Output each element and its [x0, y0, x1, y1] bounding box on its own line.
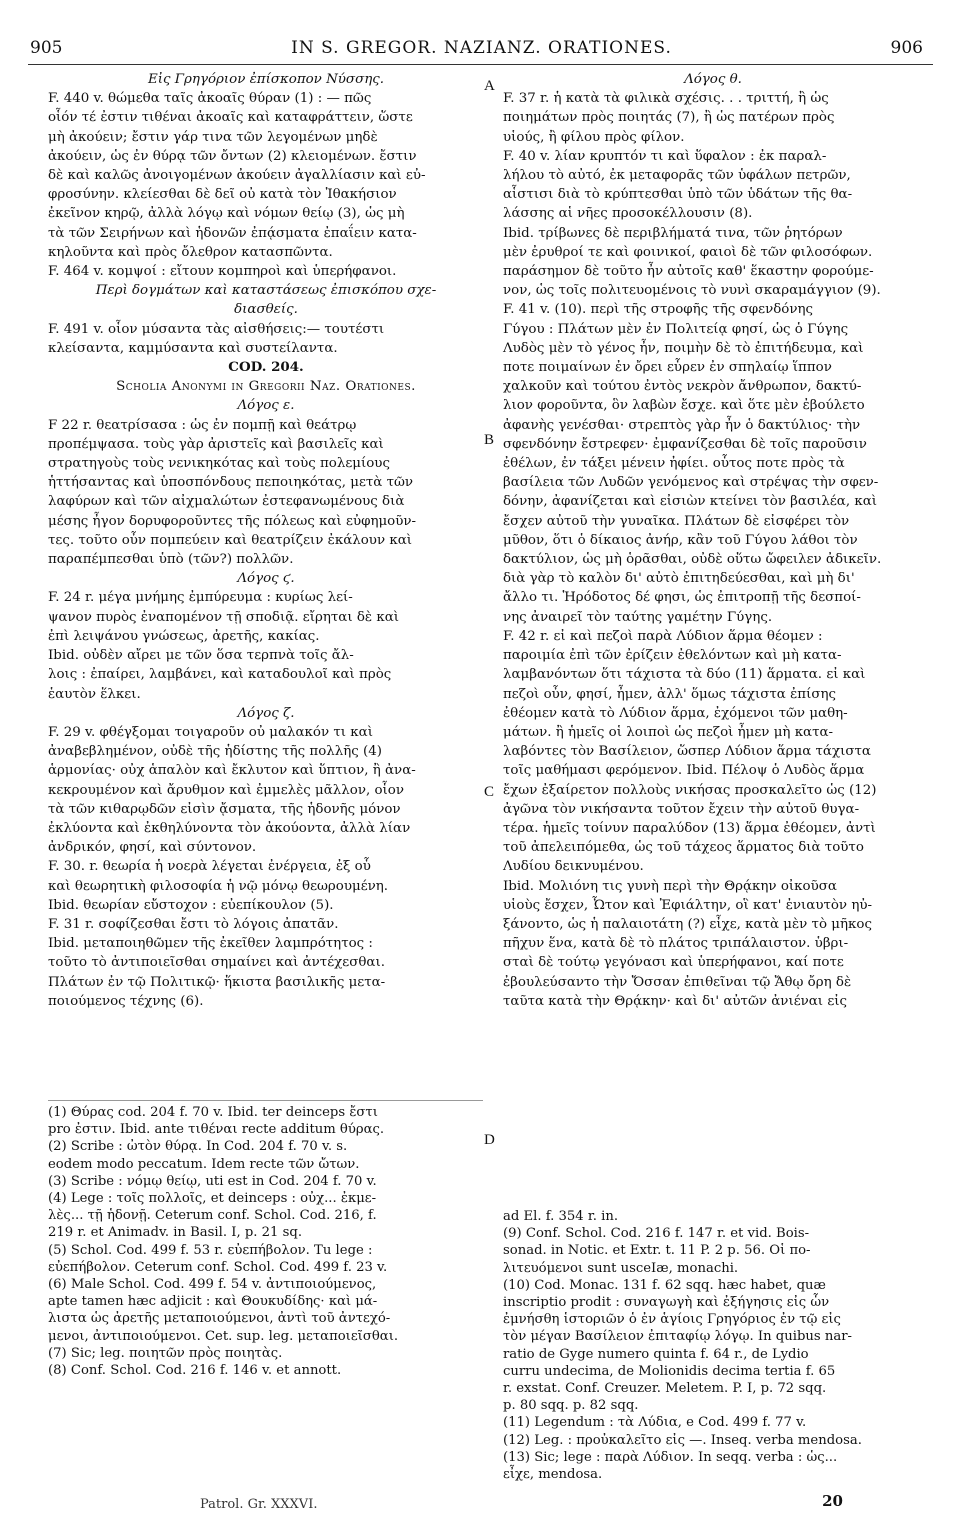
text-line: τοῖς μαθήμασι φερόμενον. Ibid. Πέλοψ ὁ Λυδὸς ἅρμα: [503, 763, 865, 779]
footnote-line: (10) Cod. Monac. 131 f. 62 sqq. hæc habet, quæ: [503, 1277, 826, 1293]
text-line: F. 30. r. θεωρία ἡ νοερὰ λέγεται ἐνέργεια, ἐξ οὗ: [48, 859, 371, 875]
text-line: ἔσχεν αὐτοῦ τὴν γυναῖκα. Πλάτων δὲ εἰσφέρει τὸν: [503, 513, 850, 529]
right-footnotes: [503, 1208, 923, 1483]
text-line: ἡττήσαντας καὶ ὑποσπόνδους πεποιηκότας, μετὰ τῶν: [48, 475, 414, 491]
footnote-line: 219 r. et Animadv. in Basil. I, p. 21 sq.: [48, 1225, 303, 1241]
footnote-line: (3) Scribe : νόμῳ θείῳ, uti est in Cod. 204 f. 70 v.: [48, 1173, 377, 1189]
text-line: λιον φοροῦντα, ὃν λαβὼν ἔσχε. καὶ ὅτε μὲν ἐβούλετο: [503, 398, 865, 414]
text-line: Ibid. οὐδὲν αἴρει με τῶν ὅσα τερπνὰ τοῖς ἄλ-: [48, 648, 354, 664]
text-line: κλείσαντα, καμμύσαντα καὶ συστείλαντα.: [48, 340, 338, 356]
text-line: F. 37 r. ἡ κατὰ τὰ φιλικὰ σχέσις. . . τριττή, ἢ ὡς: [503, 91, 829, 107]
text-line: υἱούς, ἢ φίλου πρὸς φίλον.: [503, 129, 685, 145]
text-line: δὲ καὶ καλῶς ἀνοιγομένων ἀκούειν ἀγαλλίασιν καὶ εὐ-: [48, 168, 426, 184]
text-line: Λόγος ε.: [237, 398, 295, 414]
text-line: ἐκλύοντα καὶ ἐκθηλύνοντα τὸν ἀκούοντα, ἀλλὰ λίαν: [48, 820, 411, 836]
text-line: σταὶ δὲ τούτῳ γεγόνασι καὶ ὑπερήφανοι, καί ποτε: [503, 955, 844, 971]
text-line: ἀνδρικόν, φησί, καὶ σύντονον.: [48, 840, 257, 856]
text-line: ἐκεῖνον κηρῷ, ἀλλὰ λόγῳ καὶ νόμων θείῳ (3), ὡς μὴ: [48, 206, 405, 222]
text-line: Λόγος θ.: [684, 72, 742, 87]
text-line: ἔχων ἐξαίρετον πολλοὺς νικήσας προσκαλεῖτο ὡς (12): [503, 782, 877, 798]
footnote-line: eodem modo peccatum. Idem recte τῶν ὤτων.: [48, 1156, 360, 1172]
footnote-line: μενοι, ἀντιποιούμενοι. Cet. sup. leg. μεταποιεῖσθαι.: [48, 1328, 399, 1344]
footnote-line: (2) Scribe : ὠτὸν θύρᾳ. In Cod. 204 f. 70 v. s.: [48, 1139, 348, 1155]
footnote-line: τὸν μέγαν Βασίλειον ἐπιταφίῳ λόγῳ. In quibus nar-: [503, 1329, 852, 1345]
footnote-line: (4) Lege : τοῖς πολλοῖς, et deinceps : οὐχ... ἐκμε-: [48, 1191, 377, 1207]
text-line: δακτύλιον, ὡς μὴ ὁρᾶσθαι, οὐδὲ οὕτω ὤφειλεν ἀδικεῖν.: [503, 552, 882, 568]
text-line: τὰ τῶν κιθαρῳδῶν εἰσὶν ᾄσματα, τῆς ἡδονῆς μόνον: [48, 801, 401, 817]
text-line: τοῦτο τὸ ἀντιποιεῖσθαι σημαίνει καὶ ἀντέχεσθαι.: [48, 955, 385, 971]
running-title: IN S. GREGOR. NAZIANZ. ORATIONES.: [291, 38, 672, 58]
text-line: νον, ὡς τοῖς πολιτευομένοις τὸ νυνὶ σκαραμάγγιον (9).: [503, 283, 881, 299]
footnote-line: (5) Schol. Cod. 499 f. 53 r. εὐεπήβολον. Tu lege :: [48, 1242, 373, 1258]
footer-note: Patrol. Gr. XXXVI.: [200, 1497, 318, 1512]
text-line: χαλκοῦν καὶ τούτου ἐντὸς νεκρὸν ἄνθρωπον, δακτύ-: [503, 379, 862, 395]
text-line: λαμβανόντων ὅτι τάχιστα τὰ δύο (11) ἅρματα. εἰ καὶ: [503, 667, 866, 683]
text-line: προπέμψασα. τοὺς γὰρ ἀριστεῖς καὶ βασιλεῖς καὶ: [48, 436, 384, 452]
text-line: παράσημον δὲ τοῦτο ἦν αὐτοῖς καθ' ἕκαστην φορούμε-: [503, 264, 874, 280]
text-line: Ibid. τρίβωνες δὲ περιβλήματά τινα, τῶν ῥητόρων: [503, 225, 843, 241]
text-line: πεζοὶ οὖν, φησί, ἦμεν, ἀλλ' ὅμως τάχιστα ἐπίσης: [503, 686, 836, 702]
footnote-line: εἶχε, mendosa.: [503, 1467, 603, 1483]
text-line: οἷόν τέ ἐστιν τιθέναι ἀκοαῖς καὶ καταφράττειν, ὥστε: [48, 110, 413, 126]
text-line: ἀκούειν, ὡς ἐν θύρᾳ τῶν ὄντων (2) κλειομένων. ἔστιν: [48, 148, 417, 164]
text-line: ἀγῶνα τὸν νικήσαντα τοῦτον ἔχειν τὴν αὐτοῦ θυγα-: [503, 801, 860, 817]
text-line: λήλου τὸ αὐτό, ἐκ μεταφορᾶς τῶν ὑφάλων πετρῶν,: [503, 168, 851, 184]
footnote-line: ἐμνήσθη ἱστοριῶν ὁ ἐν ἁγίοις Γρηγόριος ἐν τῷ εἰς: [503, 1312, 841, 1328]
text-line: τὰ τῶν Σειρήνων καὶ ἡδονῶν ἐπᾴσματα ἐπαΐειν κατα-: [48, 225, 417, 241]
footnote-line: (6) Male Schol. Cod. 499 f. 54 v. ἀντιποιούμενος,: [48, 1277, 377, 1293]
footnote-line: (9) Conf. Schol. Cod. 216 f. 147 r. et vid. Bois-: [503, 1226, 810, 1242]
text-line: Γύγου : Πλάτων μὲν ἐν Πολιτείᾳ φησί, ὡς ὁ Γύγης: [503, 321, 849, 337]
text-line: ἐβουλεύσαντο τὴν Ὄσσαν ἐπιθεῖναι τῷ Ἄθῳ ὄρη δὲ: [503, 974, 852, 990]
page-number-left: 905: [30, 38, 63, 58]
text-line: διασθείς.: [234, 302, 298, 318]
text-line: Πλάτων ἐν τῷ Πολιτικῷ· ἥκιστα βασιλικῆς μετα-: [48, 974, 386, 990]
text-line: τοῦ ἀπελειπόμεθα, ὡς τοῦ τάχεος ἅρματος διὰ τοῦτο: [503, 840, 864, 856]
text-line: Λυδὸς μὲν τὸ γένος ἦν, ποιμὴν δὲ τὸ ἐπιτήδευμα, καὶ: [503, 340, 864, 356]
text-line: διὰ γὰρ τὸ καλὸν δι' αὐτὸ ἐπιτηδεύεσθαι, καὶ μὴ δι': [503, 571, 855, 587]
footnote-line: (11) Legendum : τὰ Λύδια, e Cod. 499 f. 77 v.: [503, 1415, 807, 1431]
footnote-line: λὲς... τῇ ἡδονῇ. Ceterum conf. Schol. Cod. 216, f.: [48, 1208, 377, 1224]
text-line: ἐθέλων, ἐν τάξει μένειν ἠφίει. οὗτος ποτε πρὸς τὰ: [503, 456, 845, 472]
text-line: στρατηγοὺς τοὺς νενικηκότας καὶ τοὺς πολεμίους: [48, 456, 390, 472]
text-line: F. 491 v. οἷον μύσαντα τὰς αἰσθήσεις:— τουτέστι: [48, 321, 385, 337]
margin-marker-a: A: [484, 78, 495, 94]
left-footnotes: [48, 1104, 484, 1379]
text-line: F. 42 r. εἰ καὶ πεζοὶ παρὰ Λύδιον ἅρμα θέομεν :: [503, 628, 823, 644]
text-line: Ibid. μεταποιηθῶμεν τῆς ἐκεῖθεν λαμπρότητος :: [48, 936, 373, 952]
footnote-line: (7) Sic; leg. ποιητῶν πρὸς ποιητὰς.: [48, 1345, 283, 1361]
text-line: Λυδίου δεικνυμένου.: [503, 859, 644, 875]
text-line: λαβόντες τὸν Βασίλειον, ὥσπερ Λύδιον ἅρμα τάχιστα: [503, 744, 871, 760]
footnote-line: λιτευόμενοι sunt usceIæ, monachi.: [503, 1260, 739, 1276]
text-line: Περὶ δογμάτων καὶ καταστάσεως ἐπισκόπου σχε-: [95, 283, 437, 299]
text-line: παροιμία ἐπὶ τῶν ἐρίζειν ἐθελόντων καὶ μὴ κατα-: [503, 648, 842, 664]
footnote-line: (8) Conf. Schol. Cod. 216 f. 146 v. et annott.: [48, 1363, 342, 1379]
text-line: ἀφανὴς γενέσθαι· στρεπτὸς γὰρ ἦν ὁ δακτύλιος· τὴν: [503, 417, 861, 433]
footnote-line: p. 80 sqq. p. 82 sqq.: [503, 1398, 639, 1414]
text-line: πῆχυν ἕνα, κατὰ δὲ τὸ πλάτος τριπάλαιστον. ὑβρι-: [503, 936, 849, 952]
footnote-line: (1) Θύρας cod. 204 f. 70 v. Ibid. ter deinceps ἔστι: [48, 1105, 378, 1120]
text-line: μῦθον, ὅτι ὁ δίκαιος ἀνήρ, κἂν τοῦ Γύγου λάθοι τὸν: [503, 532, 858, 548]
text-line: ἐθέομεν κατὰ τὸ Λύδιον ἅρμα, ἐχόμενοι τῶν μαθη-: [503, 705, 848, 721]
text-line: μάτων. ἢ ἡμεῖς οἱ λοιποὶ ὡς πεζοὶ ἦμεν μὴ κατα-: [503, 724, 834, 740]
text-line: ψανον πυρὸς ἐναπομένον τῇ σποδιᾷ. εἴρηται δὲ καὶ: [48, 609, 400, 625]
footnote-line: ad El. f. 354 r. in.: [503, 1209, 619, 1224]
left-column: [48, 70, 484, 1011]
text-line: Λόγος ϛ.: [237, 571, 295, 587]
text-line: F. 24 r. μέγα μνήμης ἐμπύρευμα : κυρίως λεί-: [48, 590, 353, 606]
text-line: νης ἀναιρεῖ τὸν ταύτης γαμέτην Γύγης.: [503, 609, 773, 625]
text-line: Scholia Anonymi in Gregorii Naz. Orationes.: [116, 379, 416, 395]
text-line: F. 31 r. σοφίζεσθαι ἔστι τὸ λόγοις ἀπατᾶν.: [48, 916, 339, 932]
footnote-line: λιστα ὡς ἀρετῆς μεταποιούμενοι, ἀντὶ τοῦ ἀντεχό-: [48, 1311, 391, 1327]
text-line: βασίλεια τῶν Λυδῶν γενόμενος καὶ στρέψας τὴν σφεν-: [503, 475, 879, 491]
text-line: δόνην, ἀφανίζεται καὶ εἰσιὼν κτείνει τὸν βασιλέα, καὶ: [503, 494, 877, 510]
footnote-line: pro ἐστιν. Ibid. ante τιθέναι recte additum θύρας.: [48, 1122, 385, 1138]
text-line: λάσσης αἱ νῆες προσοκέλλουσιν (8).: [503, 206, 753, 222]
text-line: μὲν ἐρυθροί τε καὶ φοινικοί, φαιοὶ δὲ τῶν φιλοσόφων.: [503, 244, 873, 260]
text-line: F 22 r. θεατρίσασα : ὡς ἐν πομπῇ καὶ θεάτρῳ: [48, 417, 357, 433]
text-line: Ibid. Μολιόνη τις γυνὴ περὶ τὴν Θρᾴκην οἰκοῦσα: [503, 878, 837, 894]
text-line: ἑαυτὸν ἕλκει.: [48, 686, 141, 702]
text-line: COD. 204.: [228, 359, 304, 376]
text-line: μὴ ἀκούειν; ἔστιν γάρ τινα τῶν λεγομένων μηδὲ: [48, 129, 378, 145]
text-line: φροσύνην. κλείεσθαι δὲ δεῖ οὐ κατὰ τὸν Ἰθακήσιον: [48, 187, 397, 203]
text-line: ἁρμονίας· οὐχ ἁπαλὸν καὶ ἔκλυτον καὶ ὕπτιον, ἢ ἀνα-: [48, 763, 416, 779]
footnote-line: r. exstat. Conf. Creuzer. Meletem. P. I, p. 72 sqq.: [503, 1381, 827, 1397]
right-body: [503, 70, 923, 1011]
text-line: F. 464 v. κομψοί : εἴτουν κομπηροὶ καὶ ὑπερήφανοι.: [48, 264, 397, 280]
text-line: υἱοὺς ἔσχεν, Ὦτον καὶ Ἐφιάλτην, οἳ κατ' ἐνιαυτὸν ηὐ-: [503, 897, 873, 913]
text-line: F. 440 v. θώμεθα ταῖς ἀκοαῖς θύραν (1) : — πῶς: [48, 91, 372, 107]
text-line: ἄλλο τι. Ἡρόδοτος δέ φησι, ὡς ἐπιτροπῇ τῆς δεσποί-: [503, 590, 861, 606]
text-line: ἐπὶ λειψάνου γνώσεως, ἀρετῆς, κακίας.: [48, 628, 320, 644]
text-line: λοις : ἐπαίρει, λαμβάνει, καὶ καταδουλοῖ καὶ πρὸς: [48, 667, 392, 683]
text-line: ποιούμενος τέχνης (6).: [48, 993, 204, 1009]
signature-mark: 20: [822, 1492, 843, 1510]
margin-marker-b: B: [484, 432, 495, 448]
header-rule: [28, 64, 933, 65]
text-line: κεκρουμένον καὶ ἄρυθμον καὶ ἐμμελὲς μᾶλλον, οἷον: [48, 782, 405, 798]
footnote-line: (13) Sic; lege : παρὰ Λύδιον. In seqq. verba : ὡς...: [503, 1449, 838, 1465]
footnote-line: apte tamen hæc adjicit : καὶ Θουκυδίδης· καὶ μά-: [48, 1294, 378, 1310]
text-line: ταῦτα κατὰ τὴν Θρᾴκην· καὶ δι' αὐτῶν ἀνιέναι εἰς: [503, 993, 848, 1009]
footnote-line: (12) Leg. : προὐκαλεῖτο εἰς —. Inseq. verba mendosa.: [503, 1432, 862, 1448]
text-line: F. 41 v. (10). περὶ τῆς στροφῆς τῆς σφενδόνης: [503, 302, 814, 318]
footnote-line: sonad. in Notic. et Extr. t. 11 P. 2 p. 56. Οἱ πο-: [503, 1243, 811, 1259]
text-line: κηλοῦντα καὶ πρὸς ὄλεθρον κατασπῶντα.: [48, 244, 333, 260]
text-line: F. 40 v. λίαν κρυπτόν τι καὶ ὕφαλον : ἐκ παραλ-: [503, 148, 827, 164]
text-line: αἷστισι διὰ τὸ κρύπτεσθαι ὑπὸ τῶν ὑδάτων τῆς θα-: [503, 187, 853, 203]
footnote-line: curru undecima, de Molionidis decima tertia f. 65: [503, 1363, 836, 1379]
text-line: F. 29 v. φθέγξομαι τοιγαροῦν οὐ μαλακόν τι καὶ: [48, 724, 373, 740]
text-line: λαφύρων καὶ τῶν αἰχμαλώτων ἐστεφανωμένους διὰ: [48, 494, 405, 510]
footnote-line: ratio de Gyge numero quinta f. 64 r., de Lydio: [503, 1346, 809, 1362]
text-line: τες. τοῦτο οὖν πομπεύειν καὶ θεατρίζειν ἐκάλουν καὶ: [48, 532, 412, 548]
text-line: τέρα. ἡμεῖς τοίνυν παραλύδον (13) ἅρμα ἐθέομεν, ἀντὶ: [503, 820, 876, 836]
footnote-rule: [48, 1100, 483, 1101]
footnote-line: inscriptio prodit : συναγωγὴ καὶ ἐξήγησις εἰς ὧν: [503, 1295, 830, 1311]
margin-marker-c: C: [484, 784, 495, 800]
footnote-line: εὐεπήβολον. Ceterum conf. Schol. Cod. 499 f. 23 v.: [48, 1259, 388, 1275]
text-line: Ibid. θεωρίαν εὔστοχον : εὐεπίκουλον (5).: [48, 897, 334, 913]
text-line: ποιημάτων πρὸς ποιητάς (7), ἢ ὡς πατέρων πρὸς: [503, 110, 835, 126]
left-body: [48, 70, 484, 1011]
right-column: [503, 70, 923, 1011]
text-line: Εἰς Γρηγόριον ἐπίσκοπον Νύσσης.: [147, 72, 384, 87]
text-line: ἀναβεβλημένον, οὐδὲ τῆς ἡδίστης τῆς πολλῆς (4): [48, 744, 382, 760]
text-line: παραπέμπεσθαι ὑπὸ (τῶν?) πολλῶν.: [48, 552, 294, 568]
text-line: καὶ θεωρητικὴ φιλοσοφία ἡ νῷ μόνῳ θεωρουμένη.: [48, 878, 389, 894]
text-line: ξάνοντο, ὡς ἡ παλαιοτάτη (?) εἶχε, κατὰ μὲν τὸ μῆκος: [503, 916, 872, 932]
text-line: μέσης ἦγον δορυφοροῦντες τῆς πόλεως καὶ εὐφημοῦν-: [48, 513, 417, 529]
text-line: Λόγος ζ.: [237, 705, 295, 721]
margin-marker-d: D: [484, 1132, 495, 1148]
page-number-right: 906: [890, 38, 923, 58]
text-line: ποτε ποιμαίνων ἐν ὄρει εὗρεν ἐν σπηλαίῳ ἵππον: [503, 360, 832, 376]
text-line: σφενδόνην ἔστρεφεν· ἐμφανίζεσθαι δὲ τοῖς παροῦσιν: [503, 436, 867, 452]
